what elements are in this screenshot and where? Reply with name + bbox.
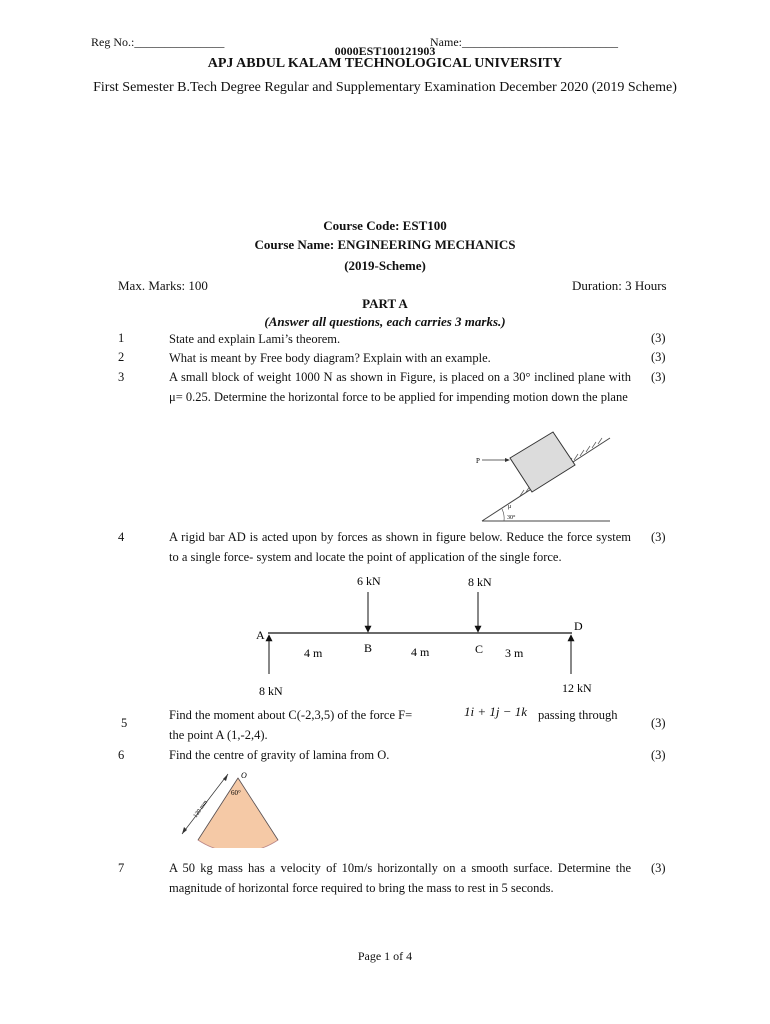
university-title: APJ ABDUL KALAM TECHNOLOGICAL UNIVERSITY [207, 56, 563, 71]
question-marks: (3) [651, 748, 666, 762]
question-marks: (3) [651, 331, 666, 345]
force-label-6kn: 6 kN [357, 574, 381, 588]
question-number: 3 [118, 370, 125, 384]
rigid-bar-figure [240, 568, 610, 703]
question-number: 5 [121, 716, 128, 730]
point-label-c: C [475, 642, 484, 656]
question-number: 1 [118, 331, 125, 345]
force-label-8kn-down: 8 kN [468, 575, 492, 589]
part-a-instruction: (Answer all questions, each carries 3 marks.) [264, 314, 506, 329]
question-marks: (3) [651, 350, 666, 364]
point-label-b: B [364, 641, 373, 655]
sector-lamina-figure [168, 770, 298, 848]
question-text-line2: the point A (1,-2,4). [169, 728, 268, 742]
force-label-12kn: 12 kN [562, 681, 592, 695]
point-label-a: A [256, 628, 265, 642]
span-label-ab: 4 m [304, 646, 323, 660]
point-label-d: D [574, 619, 583, 633]
radius-label: 120 mm [192, 799, 210, 820]
question-text-end: passing through [538, 708, 618, 722]
duration: Duration: 3 Hours [572, 278, 667, 293]
reg-no-field: Reg No.:_______________ [91, 35, 225, 49]
angle-arc [502, 509, 504, 521]
question-marks: (3) [651, 716, 666, 730]
course-scheme: (2019-Scheme) [344, 258, 426, 273]
angle-label: 30° [507, 515, 516, 521]
inclined-plane-figure [470, 428, 620, 526]
name-field: Name:__________________________ [430, 35, 618, 49]
course-code: Course Code: EST100 [323, 218, 447, 233]
part-a-title: PART A [362, 296, 408, 311]
max-marks: Max. Marks: 100 [118, 278, 208, 293]
question-text: Find the centre of gravity of lamina from O. [169, 748, 390, 762]
force-vector-formula: 1i + 1j − 1k [464, 704, 528, 719]
force-arrowhead [505, 458, 510, 462]
question-text-start: Find the moment about C(-2,3,5) of the force F= [169, 708, 413, 722]
question-marks: (3) [651, 530, 666, 544]
friction-label: μ [508, 504, 512, 510]
question-text: A rigid bar AD is acted upon by forces as shown in figure below. Reduce the force system to a single force- system and locate the point of application of the single force. [169, 530, 631, 564]
course-name: Course Name: ENGINEERING MECHANICS [254, 237, 516, 252]
page-number: Page 1 of 4 [357, 949, 413, 963]
question-text: What is meant by Free body diagram? Explain with an example. [169, 351, 491, 365]
question-number: 4 [118, 530, 125, 544]
question-marks: (3) [651, 861, 666, 875]
question-text: A small block of weight 1000 N as shown in Figure, is placed on a 30° inclined plane with μ= 0.25. Determine the horizontal force to be applied for impending motion down the plane [169, 370, 631, 404]
question-marks: (3) [651, 370, 666, 384]
force-label-8kn-up: 8 kN [259, 684, 283, 698]
question-number: 2 [118, 350, 125, 364]
question-text: A 50 kg mass has a velocity of 10m/s horizontally on a smooth surface. Determine the magnitude of horizontal force required to bring the mass to rest in 5 seconds. [169, 861, 631, 895]
question-number: 6 [118, 748, 125, 762]
question-number: 7 [118, 861, 125, 875]
span-label-cd: 3 m [505, 646, 524, 660]
angle-label: 60° [231, 789, 241, 797]
force-label: P [476, 457, 480, 465]
question-text: State and explain Lami’s theorem. [169, 332, 341, 346]
origin-label: O [241, 771, 247, 780]
span-label-bc: 4 m [411, 645, 430, 659]
paper-code: 0000EST100121903 [334, 44, 436, 58]
exam-title: First Semester B.Tech Degree Regular and Supplementary Examination December 2020 (2019 Scheme) [93, 80, 677, 95]
block [510, 432, 575, 492]
